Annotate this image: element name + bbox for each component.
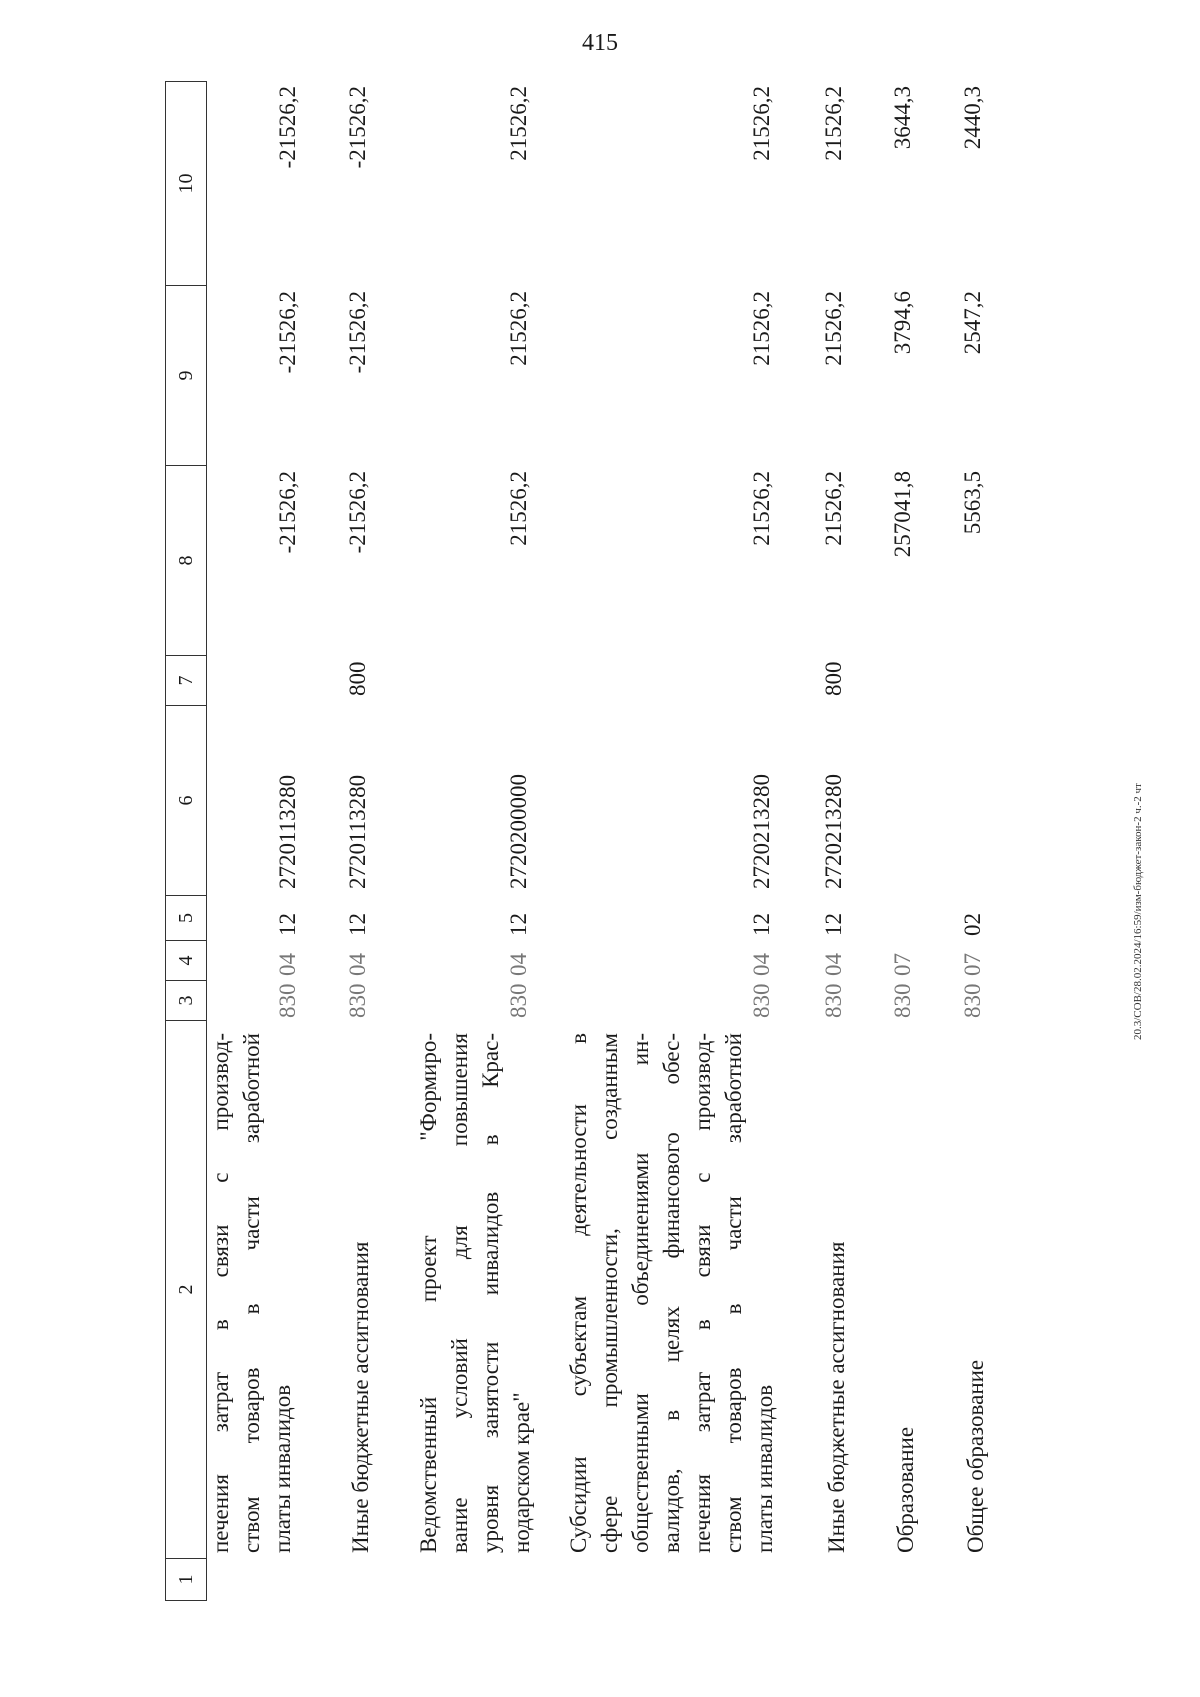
cell-col-3: 830 [890,983,915,1018]
cell-col-8: 21526,2 [821,471,846,546]
desc-line: Общее образование [963,1359,988,1553]
cell-col-8: 21526,2 [506,471,531,546]
cell-col-4: 04 [345,953,370,976]
cell-col-9: 2547,2 [960,291,985,355]
row-description [821,1033,852,1553]
table-row [205,81,355,1601]
desc-line: Ведомственный проект "Формиро- [416,1033,441,1553]
document-footer-code: 20.3/СОВ/28.02.2024/16:59/изм-бюджет-закон-2 ч.-2 чт [1132,783,1144,1040]
cell-col-9: 21526,2 [821,291,846,366]
desc-line: нодарском крае" [509,1392,534,1553]
desc-line: общественными объединениями ин- [628,1033,653,1553]
cell-col-3: 830 [960,983,985,1018]
cell-col-10: 2440,3 [960,86,985,150]
cell-col-9: -21526,2 [345,291,370,374]
cell-col-10: 3644,3 [890,86,915,150]
table-row [960,81,1020,1601]
desc-line: уровня занятости инвалидов в Крас- [478,1033,503,1553]
header-col-1: 1 [166,1559,206,1601]
desc-line: печения затрат в связи с производ- [208,1033,233,1553]
cell-col-4: 04 [275,953,300,976]
cell-col-8: 5563,5 [960,471,985,535]
cell-col-8: 257041,8 [890,471,915,558]
cell-col-3: 830 [749,983,774,1018]
desc-line: Субсидии субъектам деятельности в [566,1033,591,1553]
cell-col-9: 3794,6 [890,291,915,355]
table-row [821,81,881,1601]
cell-col-10: 21526,2 [821,86,846,161]
cell-col-10: -21526,2 [345,86,370,169]
cell-col-4: 04 [506,953,531,976]
desc-line: ством товаров в части заработной [239,1033,264,1553]
table-row [413,81,563,1601]
header-col-5: 5 [166,896,206,941]
row-description [563,1033,780,1553]
header-col-2: 2 [166,1021,206,1559]
desc-line: платы инвалидов [270,1384,295,1553]
cell-col-7: 800 [821,661,846,696]
desc-line: валидов, в целях финансового обес- [659,1033,684,1553]
cell-col-10: -21526,2 [275,86,300,169]
row-description [960,1033,991,1553]
cell-col-9: -21526,2 [275,291,300,374]
cell-col-3: 830 [345,983,370,1018]
cell-col-8: -21526,2 [275,471,300,554]
cell-col-5: 12 [275,913,300,936]
cell-col-3: 830 [506,983,531,1018]
cell-col-5: 02 [960,913,985,936]
header-col-7: 7 [166,656,206,706]
cell-col-9: 21526,2 [749,291,774,366]
desc-line: Иные бюджетные ассигнования [824,1241,849,1553]
cell-col-4: 04 [749,953,774,976]
cell-col-10: 21526,2 [749,86,774,161]
desc-line: ством товаров в части заработной [721,1033,746,1553]
row-description [205,1033,298,1553]
desc-line: платы инвалидов [752,1384,777,1553]
cell-col-3: 830 [275,983,300,1018]
cell-col-3: 830 [821,983,846,1018]
desc-line: Иные бюджетные ассигнования [348,1241,373,1553]
header-col-10: 10 [166,81,206,286]
cell-col-5: 12 [749,913,774,936]
table-header [165,81,207,1601]
row-description [345,1033,376,1553]
cell-col-8: -21526,2 [345,471,370,554]
desc-line: сфере промышленности, созданным [597,1033,622,1553]
row-description [413,1033,537,1553]
cell-col-6: 2720200000 [506,774,531,889]
header-col-4: 4 [166,941,206,981]
cell-col-9: 21526,2 [506,291,531,366]
desc-line: печения затрат в связи с производ- [690,1033,715,1553]
cell-col-5: 12 [821,913,846,936]
header-col-9: 9 [166,286,206,466]
table-row [563,81,793,1601]
cell-col-5: 12 [506,913,531,936]
cell-col-7: 800 [345,661,370,696]
cell-col-8: 21526,2 [749,471,774,546]
cell-col-4: 04 [821,953,846,976]
row-description [890,1033,921,1553]
cell-col-5: 12 [345,913,370,936]
header-col-6: 6 [166,706,206,896]
cell-col-6: 2720213280 [749,774,774,889]
table-row [890,81,950,1601]
budget-table [165,81,1095,1601]
cell-col-4: 07 [890,953,915,976]
header-col-8: 8 [166,466,206,656]
cell-col-6: 2720113280 [345,774,370,889]
page-number: 415 [582,30,618,56]
cell-col-6: 2720213280 [821,774,846,889]
header-col-3: 3 [166,981,206,1021]
cell-col-6: 2720113280 [275,774,300,889]
desc-line: Образование [893,1426,918,1553]
cell-col-4: 07 [960,953,985,976]
desc-line: вание условий для повышения [447,1033,472,1553]
cell-col-10: 21526,2 [506,86,531,161]
